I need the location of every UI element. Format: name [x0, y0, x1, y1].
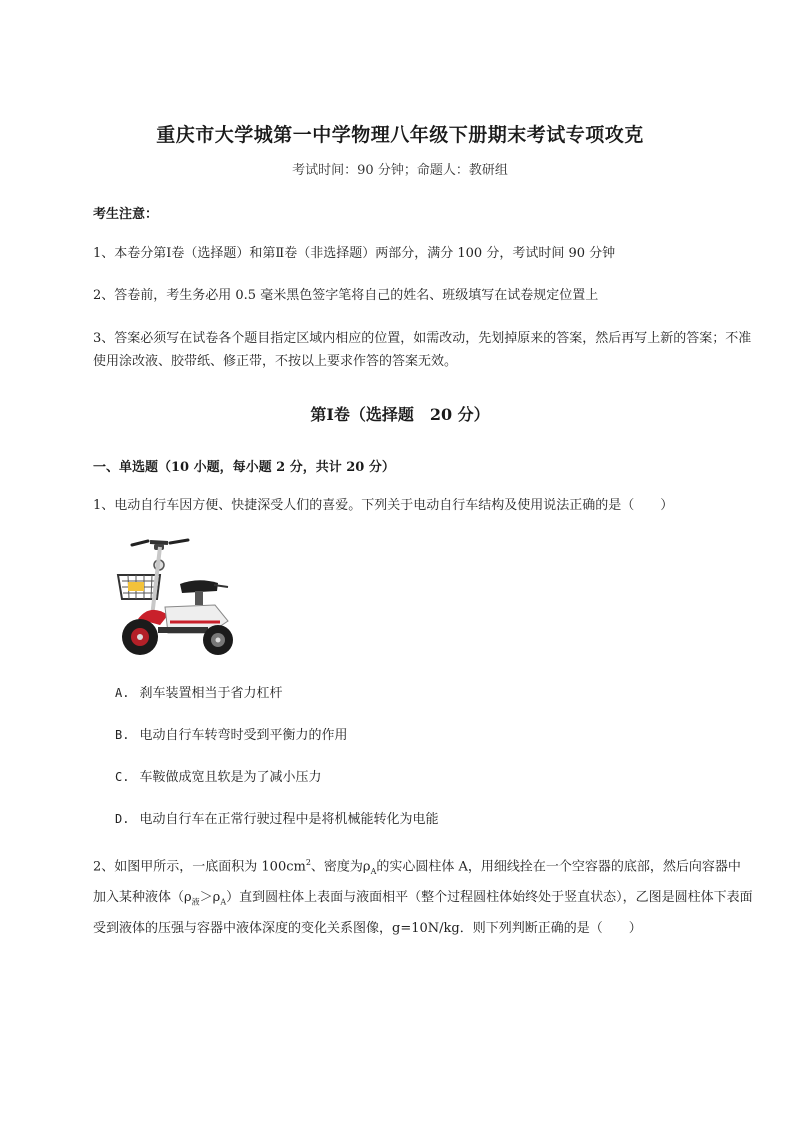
exam-title: 重庆市大学城第一中学物理八年级下册期末考试专项攻克 [156, 124, 644, 146]
electric-scooter-image [110, 537, 240, 662]
option-text: 刹车装置相当于省力杠杆 [139, 686, 283, 701]
question-1-option-c[interactable] [115, 766, 321, 785]
section-title: 第Ⅰ卷（选择题 20 分） [310, 405, 490, 424]
q2-text: 的实心圆柱体 A，用细线拴在一个空容器的底部，然后向容器中加入某种液体（ρ [93, 859, 741, 905]
option-text: 电动自行车在正常行驶过程中是将机械能转化为电能 [139, 812, 439, 827]
q2-text: 、密度为ρ [310, 859, 371, 875]
q2-text: ）直到圆柱体上表面与液面相平（整个过程圆柱体始终处于竖直状态），乙图是圆柱体下表面受到液体的压强与容器中液体深度的变化关系图像，g=10N/kg．则下列判断正确的是（ ） [93, 889, 753, 936]
q2-subscript: 液 [191, 897, 200, 907]
q2-subscript: A [370, 866, 377, 876]
notice-item-1: 1、本卷分第Ⅰ卷（选择题）和第Ⅱ卷（非选择题）两部分，满分 100 分，考试时间 90 分钟 [93, 246, 616, 261]
option-letter: C. [115, 770, 130, 784]
notice-heading: 考生注意： [93, 207, 159, 222]
question-2-stem [93, 850, 753, 942]
option-text: 车鞍做成宽且软是为了减小压力 [139, 770, 322, 785]
notice-item-3: 3、答案必须写在试卷各个题目指定区域内相应的位置，如需改动，先划掉原来的答案，然后再写上新的答案；不准使用涂改液、胶带纸、修正带，不按以上要求作答的答案无效。 [93, 331, 752, 369]
question-1-stem: 1、电动自行车因方便、快捷深受人们的喜爱。下列关于电动自行车结构及使用说法正确的是（ ） [93, 498, 674, 513]
option-text: 电动自行车转弯时受到平衡力的作用 [139, 728, 348, 743]
q2-text: 2、如图甲所示，一底面积为 100cm [93, 859, 306, 875]
question-1-option-a[interactable] [115, 682, 282, 701]
option-letter: A. [115, 686, 130, 700]
q2-superscript: 2 [305, 858, 311, 867]
exam-subtitle: 考试时间：90 分钟；命题人：教研组 [292, 163, 508, 178]
question-1-option-b[interactable] [115, 724, 347, 743]
notice-item-2: 2、答卷前，考生务必用 0.5 毫米黑色签字笔将自己的姓名、班级填写在试卷规定位置上 [93, 288, 599, 303]
q2-text: ＞ρ [199, 889, 221, 905]
q2-subscript: A [220, 897, 227, 907]
option-letter: D. [115, 812, 130, 826]
option-letter: B. [115, 728, 130, 742]
question-1-option-d[interactable] [115, 808, 438, 827]
group-heading: 一、单选题（10 小题，每小题 2 分，共计 20 分） [93, 460, 395, 475]
